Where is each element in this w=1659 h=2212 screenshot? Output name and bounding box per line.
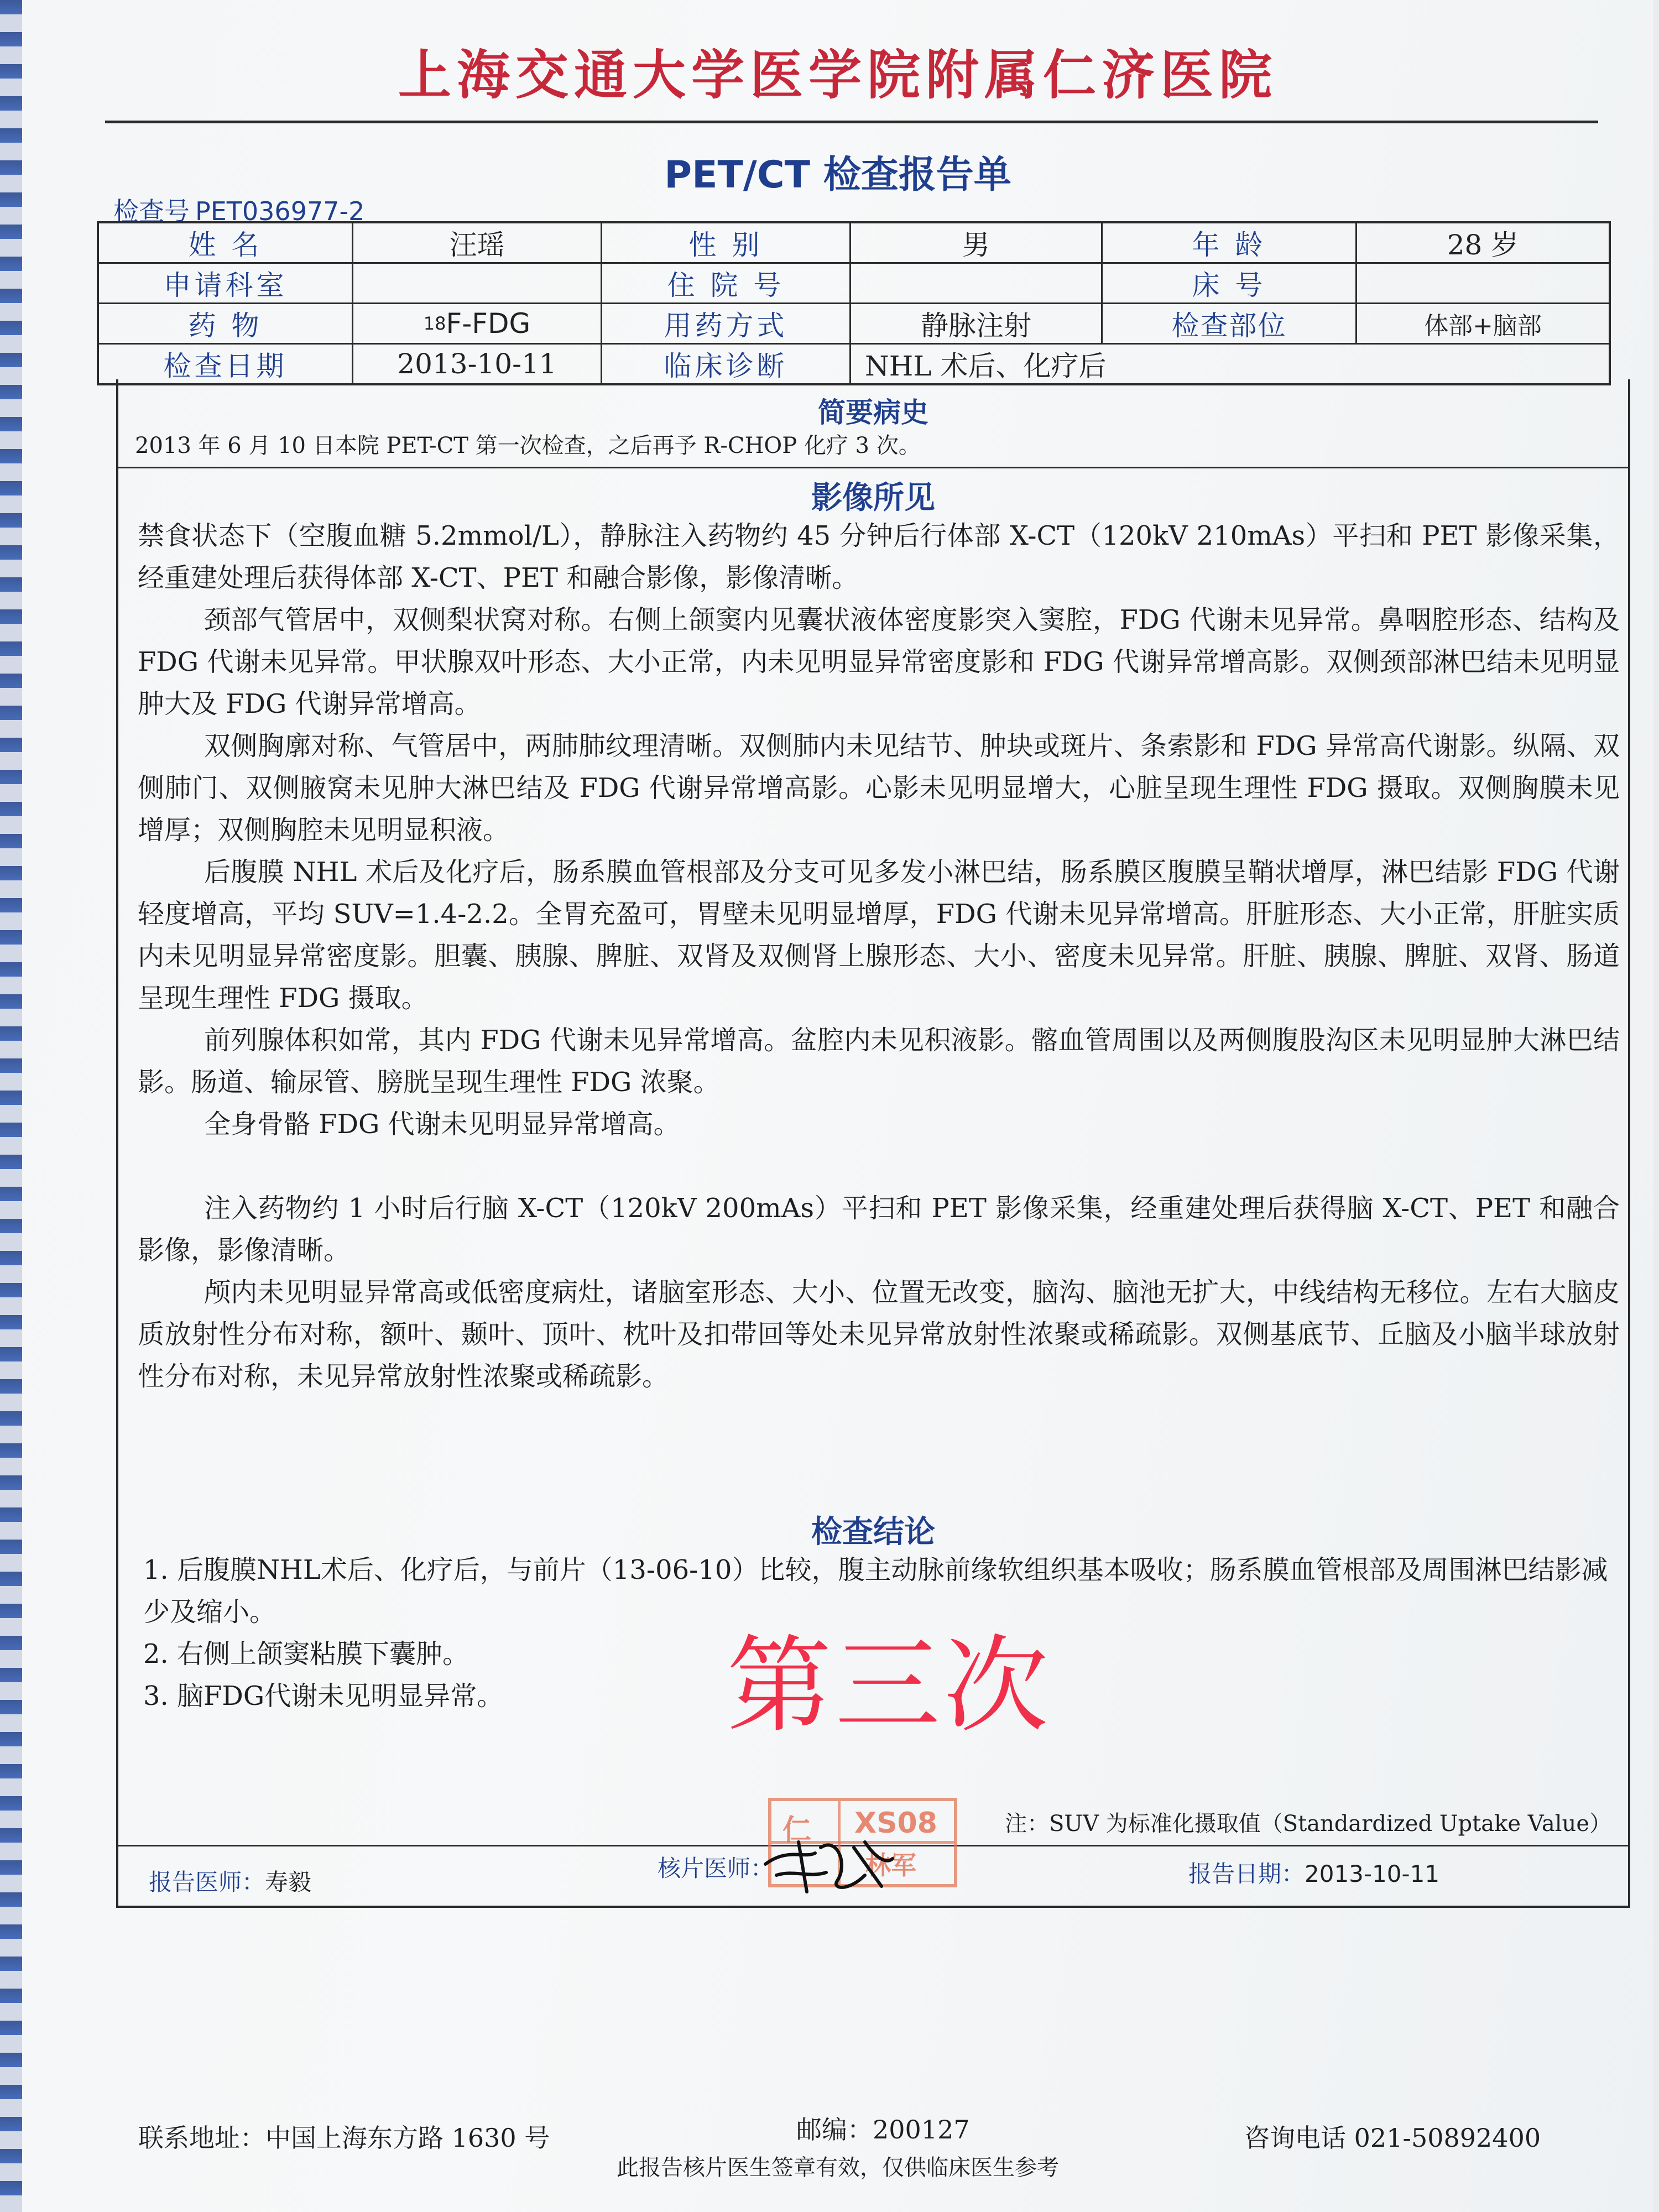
reporter-label: 报告医师： <box>149 1869 265 1896</box>
history-title: 简要病史 <box>818 397 928 429</box>
drug-label: 药 物 <box>99 304 353 343</box>
conclusion-item: 3. 脑FDG代谢未见明显异常。 <box>143 1681 504 1712</box>
contact-address: 联系地址：中国上海东方路 1630 号 <box>138 2123 550 2153</box>
dept-label: 申请科室 <box>99 264 353 302</box>
exam-date: 2013-10-11 <box>353 345 602 383</box>
findings-paragraph: 颅内未见明显异常高或低密度病灶，诸脑室形态、大小、位置无改变，脑沟、脑池无扩大，中线结构无移位。左右大脑皮质放射性分布对称，额叶、颞叶、顶叶、枕叶及扣带回等处未见异常放射性浓聚或稀疏影。双侧基底节、丘脑及小脑半球放射性分布对称，未见异常放射性浓聚或稀疏影。 <box>138 1277 1620 1392</box>
report-body <box>116 379 1630 1908</box>
consult-phone: 咨询电话 021-50892400 <box>1244 2123 1541 2153</box>
info-row-3 <box>99 304 1609 345</box>
postcode: 邮编：200127 <box>796 2115 970 2145</box>
spiral-binding <box>0 0 22 2212</box>
inpatient-value <box>851 264 1103 302</box>
handwritten-signature <box>754 1825 898 1903</box>
report-date <box>1188 1856 1439 1889</box>
diag-label: 临床诊断 <box>602 345 851 383</box>
findings-paragraph: 全身骨骼 FDG 代谢未见明显异常增高。 <box>204 1109 680 1140</box>
history-text: 2013 年 6 月 10 日本院 PET-CT 第一次检查，之后再予 R-CHOP 化疗 3 次。 <box>135 433 921 458</box>
disclaimer: 此报告核片医生签章有效，仅供临床医生参考 <box>617 2155 1059 2180</box>
reporting-physician <box>149 1864 311 1897</box>
report-date-label: 报告日期： <box>1188 1860 1305 1887</box>
findings-paragraph: 禁食状态下（空腹血糖 5.2mmol/L），静脉注入药物约 45 分钟后行体部 X-CT（120kV 210mAs）平扫和 PET 影像采集，经重建处理后获得体部 X-CT、PET 和融合影像，影像清晰。 <box>138 520 1620 593</box>
patient-age: 28 岁 <box>1447 229 1519 261</box>
paragraph-gap <box>138 1145 1620 1187</box>
handwritten-annotation: 第三次 <box>727 1625 1052 1747</box>
exam-number-label: 检查号 <box>113 196 190 226</box>
patient-name: 汪瑶 <box>353 223 602 262</box>
dept-value <box>353 264 602 302</box>
report-page <box>22 0 1653 2212</box>
suv-note: 注：SUV 为标准化摄取值（Standardized Uptake Value） <box>1005 1811 1611 1837</box>
site-label: 检查部位 <box>1103 304 1357 343</box>
drug-isotope: 18 <box>423 313 446 334</box>
header-rule <box>105 121 1598 123</box>
drug-value <box>353 304 602 343</box>
conclusion-item: 1. 后腹膜NHL术后、化疗后，与前片（13-06-10）比较，腹主动脉前缘软组织基本吸收；肠系膜血管根部及周围淋巴结影减少及缩小。 <box>143 1554 1608 1627</box>
site-value: 体部+脑部 <box>1424 312 1542 340</box>
clinical-diagnosis: NHL 术后、化疗后 <box>865 350 1107 382</box>
conclusion-title: 检查结论 <box>811 1514 935 1550</box>
patient-info-table <box>97 221 1611 385</box>
findings-title: 影像所见 <box>811 480 935 516</box>
info-row-1 <box>99 223 1609 264</box>
exam-number-value: PET036977-2 <box>195 196 365 226</box>
bed-value <box>1357 264 1609 302</box>
age-label: 年 龄 <box>1103 223 1357 262</box>
findings-paragraph: 颈部气管居中，双侧梨状窝对称。右侧上颌窦内见囊状液体密度影突入窦腔，FDG 代谢未见异常。鼻咽腔形态、结构及 FDG 代谢未见异常。甲状腺双叶形态、大小正常，内未见明显异常密度影和 FDG 代谢异常增高影。双侧颈部淋巴结未见明显肿大及 FDG 代谢异常增高。 <box>138 604 1620 719</box>
bed-label: 床 号 <box>1103 264 1357 302</box>
info-row-2 <box>99 264 1609 304</box>
stamp-text: 林军 <box>865 1850 916 1880</box>
findings-paragraph: 双侧胸廓对称、气管居中，两肺肺纹理清晰。双侧肺内未见结节、肿块或斑片、条索影和 FDG 异常高代谢影。纵隔、双侧肺门、双侧腋窝未见肿大淋巴结及 FDG 代谢异常增高影。心影未见明显增大，心脏呈现生理性 FDG 摄取。双侧胸膜未见增厚；双侧胸腔未见明显积液。 <box>138 731 1620 846</box>
drug-name: F-FDG <box>446 307 531 340</box>
route-label: 用药方式 <box>602 304 851 343</box>
name-label: 姓 名 <box>99 223 353 262</box>
info-row-4 <box>99 345 1609 383</box>
findings-paragraph: 后腹膜 NHL 术后及化疗后，肠系膜血管根部及分支可见多发小淋巴结，肠系膜区腹膜呈鞘状增厚，淋巴结影 FDG 代谢轻度增高，平均 SUV=1.4-2.2。全胃充盈可，胃壁未见明显增厚，FDG 代谢未见异常增高。肝脏形态、大小正常，肝脏实质内未见明显异常密度影。胆囊、胰腺、脾脏、双肾及双侧肾上腺形态、大小、密度未见异常。肝脏、胰腺、脾脏、双肾、肠道呈现生理性 FDG 摄取。 <box>138 857 1620 1014</box>
stamp-text: 仁 <box>782 1814 812 1847</box>
conclusion-item: 2. 右侧上颌窦粘膜下囊肿。 <box>143 1639 469 1670</box>
history-rule <box>118 467 1628 468</box>
findings-paragraph: 注入药物约 1 小时后行脑 X-CT（120kV 200mAs）平扫和 PET 影像采集，经重建处理后获得脑 X-CT、PET 和融合影像，影像清晰。 <box>138 1193 1620 1266</box>
stamp-text: XS08 <box>854 1807 937 1840</box>
date-label: 检查日期 <box>99 345 353 383</box>
hospital-name: 上海交通大学医学院附属仁济医院 <box>398 44 1277 106</box>
checker-label: 核片医师： <box>658 1855 774 1882</box>
findings-text <box>138 515 1620 1397</box>
findings-paragraph: 前列腺体积如常，其内 FDG 代谢未见异常增高。盆腔内未见积液影。髂血管周围以及两侧腹股沟区未见明显肿大淋巴结影。肠道、输尿管、膀胱呈现生理性 FDG 浓聚。 <box>138 1025 1620 1098</box>
reporter-name: 寿毅 <box>265 1869 312 1896</box>
route-value: 静脉注射 <box>851 304 1103 343</box>
report-title: PET/CT 检查报告单 <box>664 153 1011 197</box>
patient-sex: 男 <box>851 223 1103 262</box>
sex-label: 性 别 <box>602 223 851 262</box>
inpatient-label: 住 院 号 <box>602 264 851 302</box>
report-date-value: 2013-10-11 <box>1305 1860 1440 1887</box>
